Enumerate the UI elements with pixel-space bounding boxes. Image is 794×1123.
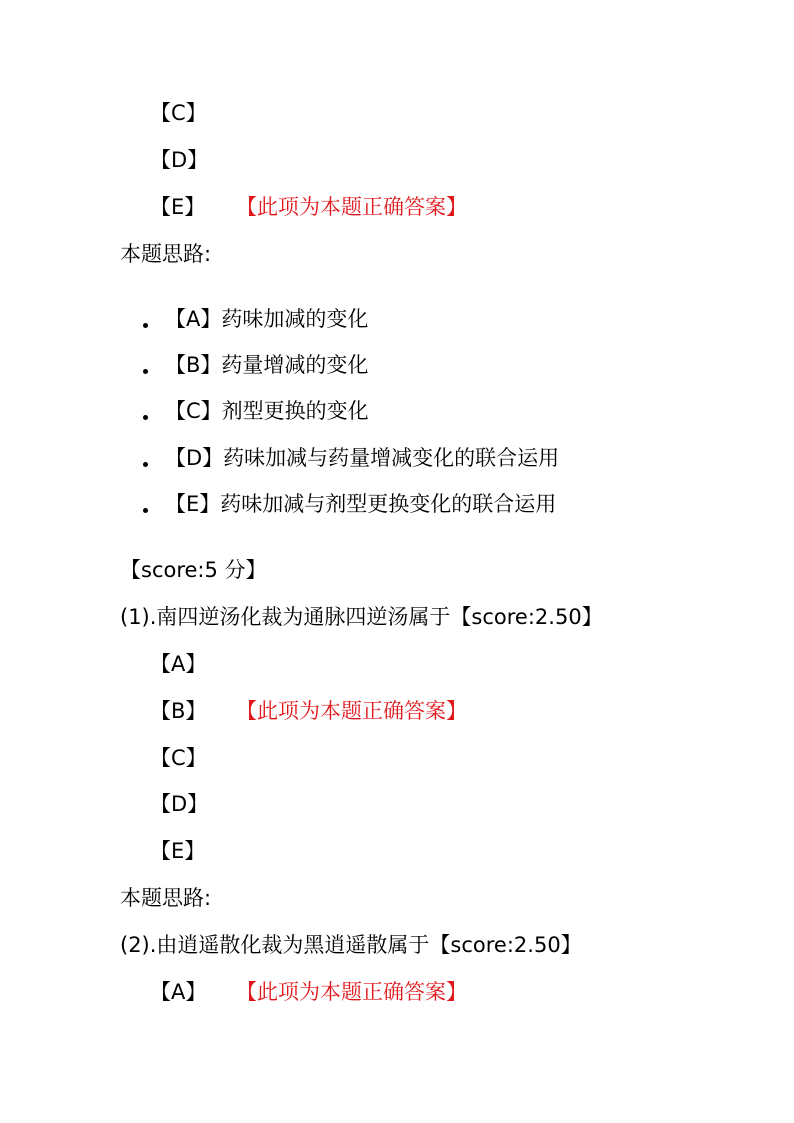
option-d: 【D】: [150, 148, 209, 172]
thinking-label: 本题思路:: [120, 886, 212, 910]
option-e: 【E】: [150, 839, 206, 863]
bullet-icon: [143, 369, 148, 374]
thinking-label: 本题思路:: [120, 242, 212, 266]
option-a: 【A】: [150, 980, 207, 1004]
option-c: 【C】: [150, 101, 207, 125]
bullet-icon: [143, 415, 148, 420]
bullet-icon: [143, 508, 148, 513]
correct-answer-marker: 【此项为本题正确答案】: [236, 980, 467, 1004]
list-item: 【B】药量增减的变化: [165, 353, 369, 377]
question-2-title: (2).由逍遥散化裁为黑逍遥散属于【score:2.50】: [120, 933, 582, 957]
question-1-title: (1).南四逆汤化裁为通脉四逆汤属于【score:2.50】: [120, 605, 603, 629]
list-item: 【E】药味加减与剂型更换变化的联合运用: [165, 492, 557, 516]
option-d: 【D】: [150, 792, 209, 816]
list-item: 【C】剂型更换的变化: [165, 399, 369, 423]
option-e: 【E】: [150, 195, 206, 219]
bullet-icon: [143, 323, 148, 328]
correct-answer-marker: 【此项为本题正确答案】: [236, 699, 467, 723]
section-score: 【score:5 分】: [120, 558, 267, 582]
list-item: 【D】药味加减与药量增减变化的联合运用: [165, 446, 560, 470]
list-item: 【A】药味加减的变化: [165, 307, 369, 331]
bullet-icon: [143, 462, 148, 467]
correct-answer-marker: 【此项为本题正确答案】: [236, 195, 467, 219]
option-c: 【C】: [150, 746, 207, 770]
option-a: 【A】: [150, 652, 207, 676]
option-b: 【B】: [150, 699, 207, 723]
